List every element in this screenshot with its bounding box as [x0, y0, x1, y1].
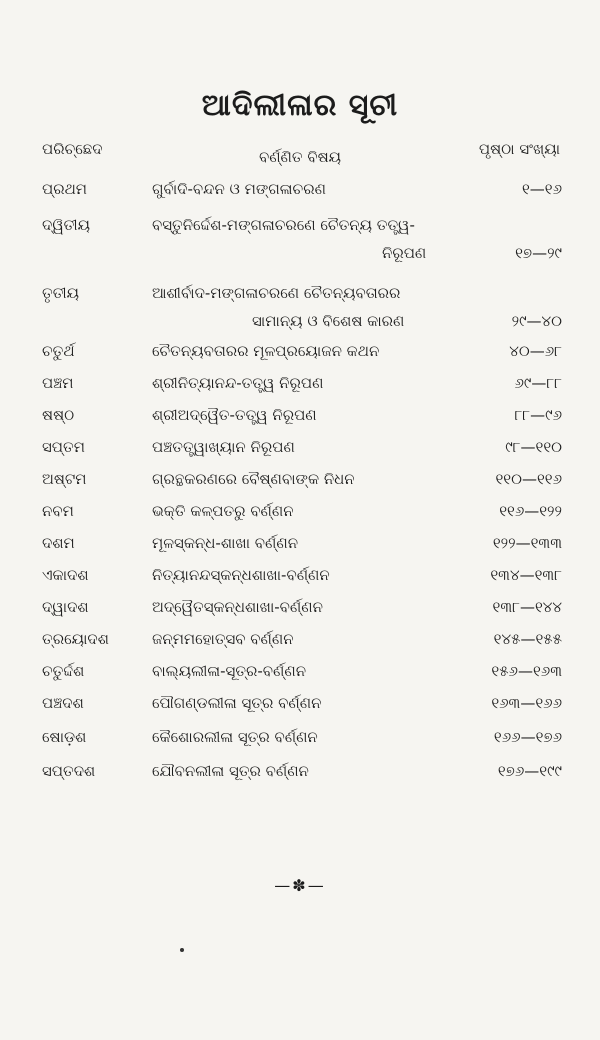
chapter-subject: ଅଦ୍ୱୈତସ୍କନ୍ଧଶାଖା-ବର୍ଣ୍ଣନ [152, 598, 323, 616]
chapter-name: ଦଶମ [42, 534, 75, 552]
chapter-name: ଅଷ୍ଟମ [42, 470, 87, 488]
page-range: ୧୩୪—୧୩୮ [490, 566, 562, 584]
chapter-name: ଚତୁର୍ଦ୍ଦଶ [42, 662, 85, 680]
chapter-subject: ଗ୍ରନ୍ଥକରଣରେ ବୈଷ୍ଣବାଙ୍କ ନିଧନ [152, 470, 355, 488]
chapter-subject: ଜନ୍ମମହୋତ୍ସବ ବର୍ଣ୍ଣନ [152, 630, 294, 648]
chapter-subject: ପଞ୍ଚତତ୍ତ୍ୱାଖ୍ୟାନ ନିରୂପଣ [152, 438, 295, 456]
chapter-name: ତ୍ରୟୋଦଶ [42, 630, 109, 648]
chapter-name: ପଞ୍ଚଦଶ [42, 694, 84, 712]
chapter-name: ପ୍ରଥମ [42, 180, 88, 198]
chapter-name: ସପ୍ତଦଶ [42, 762, 96, 780]
page-title: ଆଦିଲୀଳାର ସୂଚୀ [201, 88, 399, 123]
chapter-subject: ବସ୍ତୁନିର୍ଦ୍ଦେଶ-ମଙ୍ଗଳାଚରଣେ ଚୈତନ୍ୟ ତତ୍ତ୍ୱ- [152, 216, 415, 234]
page-range: ୧୭୬—୧୯୯ [497, 762, 562, 780]
page-range: ୬୯—୮୮ [514, 374, 562, 392]
ornament-divider: —✽— [274, 876, 326, 895]
ink-dot [180, 948, 184, 952]
chapter-name: ପଞ୍ଚମ [42, 374, 74, 392]
column-header-page: ପୃଷ୍ଠା ସଂଖ୍ୟା [478, 140, 560, 158]
page-range: ୧୬୬—୧୭୬ [493, 728, 562, 746]
page-range: ୨୯—୪୦ [511, 312, 562, 330]
chapter-name: ଦ୍ୱାଦଶ [42, 598, 89, 616]
chapter-subject-continued: ସାମାନ୍ୟ ଓ ବିଶେଷ କାରଣ [252, 312, 405, 330]
page-range: ୯୮—୧୧୦ [505, 438, 562, 456]
page-range: ୧୭—୨୯ [515, 244, 562, 262]
chapter-name: ନବମ [42, 502, 74, 520]
page-range: ୧—୧୬ [521, 180, 562, 198]
chapter-name: ସପ୍ତମ [42, 438, 85, 456]
chapter-name: ଷୋଡ଼ଶ [42, 728, 87, 746]
chapter-subject: ଗୁର୍ବାଦି-ବନ୍ଦନ ଓ ମଙ୍ଗଳାଚରଣ [152, 180, 326, 198]
chapter-subject: ଆଶୀର୍ବାଦ-ମଙ୍ଗଳାଚରଣେ ଚୈତନ୍ୟବତାରର [152, 284, 401, 302]
chapter-subject: ଭକ୍ତି କଳ୍ପତରୁ ବର୍ଣ୍ଣନ [152, 502, 294, 520]
chapter-subject: ଯୌବନଲୀଳା ସୂତ୍ର ବର୍ଣ୍ଣନ [152, 762, 309, 780]
page-range: ୧୪୫—୧୫୫ [493, 630, 562, 648]
chapter-name: ତୃତୀୟ [42, 284, 80, 302]
chapter-subject: ଶ୍ରୀନିତ୍ୟାନନ୍ଦ-ତତ୍ତ୍ୱ ନିରୂପଣ [152, 374, 324, 392]
column-header-chapter: ପରିଚ୍ଛେଦ [42, 140, 103, 158]
page-range: ୧୧୦—୧୧୬ [495, 470, 562, 488]
page-range: ୮୮—୯୬ [514, 406, 562, 424]
chapter-name: ଚତୁର୍ଥ [42, 342, 75, 360]
page-range: ୧୬୩—୧୬୬ [491, 694, 562, 712]
chapter-subject-continued: ନିରୂପଣ [382, 244, 427, 262]
page-range: ୧୩୮—୧୪୪ [492, 598, 562, 616]
chapter-subject: ବାଲ୍ୟଲୀଳା-ସୂତ୍ର-ବର୍ଣ୍ଣନ [152, 662, 307, 680]
chapter-subject: କୈଶୋରଲୀଳା ସୂତ୍ର ବର୍ଣ୍ଣନ [152, 728, 318, 746]
chapter-name: ଷଷ୍ଠ [42, 406, 75, 424]
chapter-name: ଏକାଦଶ [42, 566, 89, 584]
page-range: ୧୫୬—୧୬୩ [491, 662, 562, 680]
column-header-subject: ବର୍ଣ୍ଣିତ ବିଷୟ [258, 148, 342, 166]
chapter-subject: ମୂଳସ୍କନ୍ଧ-ଶାଖା ବର୍ଣ୍ଣନ [152, 534, 299, 552]
chapter-subject: ନିତ୍ୟାନନ୍ଦସ୍କନ୍ଧଶାଖା-ବର୍ଣ୍ଣନ [152, 566, 330, 584]
page-range: ୧୧୬—୧୨୨ [499, 502, 562, 520]
chapter-subject: ପୌଗଣ୍ଡଲୀଳା ସୂତ୍ର ବର୍ଣ୍ଣନ [152, 694, 322, 712]
chapter-subject: ଚୈତନ୍ୟବତାରର ମୂଳପ୍ରୟୋଜନ କଥନ [152, 342, 380, 360]
chapter-name: ଦ୍ୱିତୀୟ [42, 216, 90, 234]
page-range: ୪୦—୬୮ [509, 342, 562, 360]
chapter-subject: ଶ୍ରୀଅଦ୍ୱୈତ-ତତ୍ତ୍ୱ ନିରୂପଣ [152, 406, 317, 424]
page-range: ୧୨୨—୧୩୩ [492, 534, 562, 552]
